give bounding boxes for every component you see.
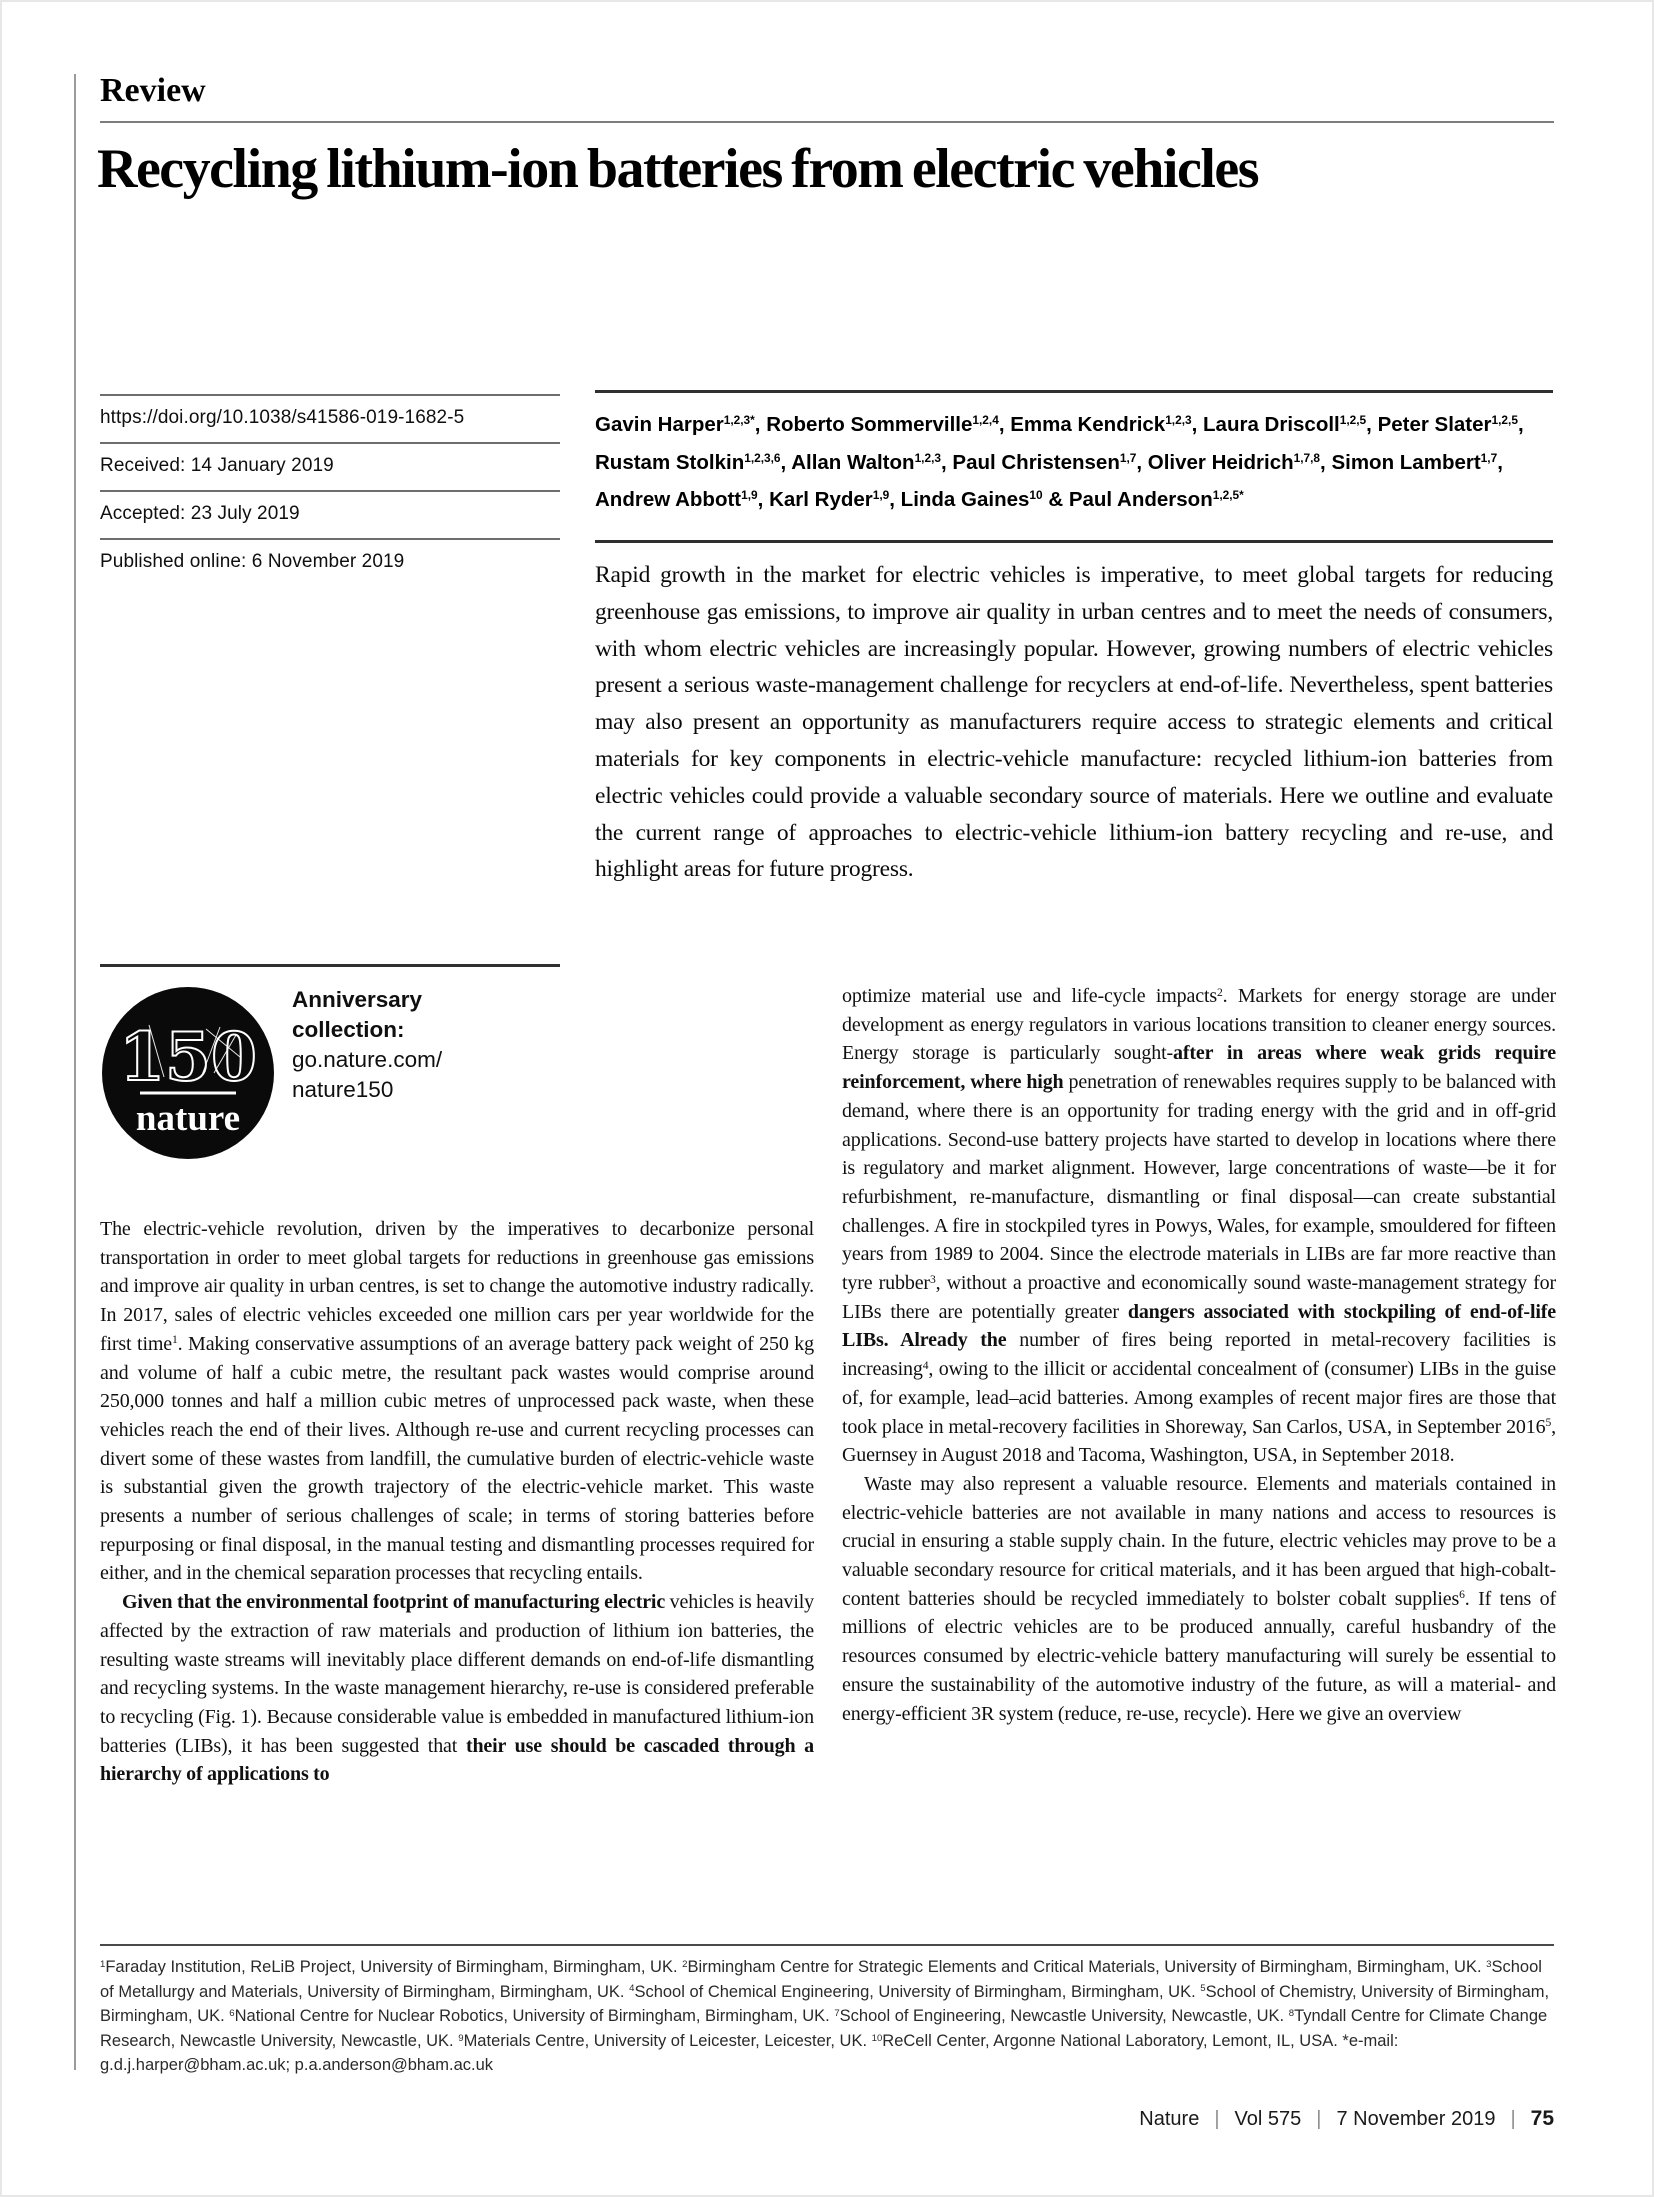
footer-journal: Nature: [1139, 2108, 1200, 2130]
received-date: Received: 14 January 2019: [100, 442, 560, 490]
footer-page-number: 75: [1530, 2107, 1554, 2130]
footer-date: 7 November 2019: [1336, 2108, 1496, 2130]
logo-nature-wordmark: nature: [135, 1098, 241, 1139]
body-column-left: [100, 1215, 814, 1789]
anniversary-url-line2[interactable]: nature150: [292, 1077, 394, 1102]
kicker-rule: [100, 121, 1554, 123]
footer-divider: |: [1214, 2108, 1220, 2130]
page-footer: [1139, 2107, 1554, 2131]
body-paragraph: Given that the environmental footprint of manufacturing electric vehicles is heavily affected by the extraction of raw materials and production of lithium ion batteries, the resulting waste streams will inevitably place different demands on end-of-life dismantling and recycling systems. In the waste management hierarchy, re-use is considered preferable to recycling (Fig. 1). Because considerable value is embedded in manufactured lithium-ion batteries (LIBs), it has been suggested that their use should be cascaded through a hierarchy of applications to: [100, 1591, 814, 1786]
anniversary-url[interactable]: [292, 1045, 532, 1105]
anniversary-url-line1[interactable]: go.nature.com/: [292, 1047, 443, 1072]
anniversary-heading: Anniversary collection:: [292, 987, 423, 1042]
published-date: Published online: 6 November 2019: [100, 538, 560, 586]
accepted-date: Accepted: 23 July 2019: [100, 490, 560, 538]
body-paragraph: Waste may also represent a valuable resource. Elements and materials contained in electric-vehicle batteries are not available in many nations and access to resources is crucial in ensuring a stable supply chain. In the future, electric vehicles may prove to be a valuable secondary resource for critical materials, and it has been argued that high-cobalt-content batteries should be recycled immediately to bolster cobalt supplies$^6$. If tens of millions of electric vehicles are to be produced annually, careful husbandry of the resources consumed by electric-vehicle battery manufacturing will surely be essential to ensure the sustainability of the automotive industry of the future, as will a material- and energy-efficient 3R system (reduce, re-use, recycle). Here we give an overview: [842, 1472, 1556, 1725]
anniversary-section-rule: [100, 964, 560, 967]
footer-divider: |: [1510, 2108, 1516, 2130]
footer-volume: Vol 575: [1234, 2108, 1302, 2130]
nature150-logo: [102, 987, 274, 1159]
doi-link[interactable]: https://doi.org/10.1038/s41586-019-1682-5: [100, 394, 560, 442]
footer-divider: |: [1316, 2108, 1322, 2130]
article-type-kicker: Review: [100, 72, 206, 109]
left-margin-rule: [74, 74, 76, 2070]
nature150-logo-art: [102, 987, 274, 1159]
body-paragraph: optimize material use and life-cycle impacts$^2$. Markets for energy storage are under development as energy regulators in various locations transition to cleaner energy sources. Energy storage is particularly sought-after in areas where weak grids require reinforcement, where high penetration of renewables requires supply to be balanced with demand, where there is an opportunity for trading energy with the grid and in off-grid applications. Second-use battery projects have started to develop in locations where there is regulatory and market alignment. However, large concentrations of waste—be it for refurbishment, re-manufacture, dismantling or final disposal—can create substantial challenges. A fire in stockpiled tyres in Powys, Wales, for example, smouldered for fifteen years from 1989 to 2004. Since the electrode materials in LIBs are far more reactive than tyre rubber$^3$, without a proactive and economically sound waste-management strategy for LIBs there are potentially greater dangers associated with stockpiling of end-of-life LIBs. Already the number of fires being reported in metal-recovery facilities is increasing$^4$, owing to the illicit or accidental concealment of (consumer) LIBs in the guise of, for example, lead–acid batteries. Among examples of recent major fires are those that took place in metal-recovery facilities in Shoreway, San Carlos, USA, in September 2016$^5$, Guernsey in August 2018 and Tacoma, Washington, USA, in September 2018.: [842, 985, 1557, 1467]
article-meta-block: [100, 394, 560, 586]
body-column-right: [842, 982, 1556, 1728]
anniversary-collection: [292, 985, 532, 1105]
logo-number-150: 150: [119, 1018, 257, 1096]
affiliations-footnotes: $^1$Faraday Institution, ReLiB Project, University of Birmingham, Birmingham, UK. $^2$Birmingham Centre for Strategic Elements and Critical Materials, University of Birmingham, Birmingham, UK. $^3$School of Metallurgy and Materials, University of Birmingham, Birmingham, UK. $^4$School of Chemical Engineering, University of Birmingham, Birmingham, UK. $^5$School of Chemistry, University of Birmingham, Birmingham, UK. $^6$National Centre for Nuclear Robotics, University of Birmingham, Birmingham, UK. $^7$School of Engineering, Newcastle University, Newcastle, UK. $^8$Tyndall Centre for Climate Change Research, Newcastle University, Newcastle, UK. $^9$Materials Centre, University of Leicester, Leicester, UK. $^{10}$ReCell Center, Argonne National Laboratory, Lemont, IL, USA. *e-mail: g.d.j.harper@bham.ac.uk; p.a.anderson@bham.ac.uk: [100, 1944, 1554, 2078]
body-paragraph: The electric-vehicle revolution, driven by the imperatives to decarbonize personal transportation in order to meet global targets for reductions in greenhouse gas emissions and improve air quality in urban centres, is set to change the automotive industry radically. In 2017, sales of electric vehicles exceeded one million cars per year worldwide for the first time$^1$. Making conservative assumptions of an average battery pack weight of 250 kg and volume of half a cubic metre, the resultant pack wastes would comprise around 250,000 tonnes and half a million cubic metres of unprocessed pack waste, when these vehicles reach the end of their lives. Although re-use and current recycling processes can divert some of these wastes from landfill, the cumulative burden of electric-vehicle waste is substantial given the growth trajectory of the electric-vehicle market. This waste presents a number of serious challenges of scale; in terms of storing batteries before repurposing or final disposal, in the manual testing and dismantling processes required for either, and in the chemical separation processes that recycling entails.: [100, 1218, 814, 1585]
page-title: Recycling lithium-ion batteries from electric vehicles: [97, 138, 1259, 200]
author-list: Gavin Harper$^{1,2,3*}$, Roberto Sommerville$^{1,2,4}$, Emma Kendrick$^{1,2,3}$, Laura Driscoll$^{1,2,5}$, Peter Slater$^{1,2,5}$, Rustam Stolkin$^{1,2,3,6}$, Allan Walton$^{1,2,3}$, Paul Christensen$^{1,7}$, Oliver Heidrich$^{1,7,8}$, Simon Lambert$^{1,7}$, Andrew Abbott$^{1,9}$, Karl Ryder$^{1,9}$, Linda Gaines$^{10}$ & Paul Anderson$^{1,2,5*}$: [595, 390, 1553, 519]
abstract: Rapid growth in the market for electric vehicles is imperative, to meet global targets for reducing greenhouse gas emissions, to improve air quality in urban centres and to meet the needs of consumers, with whom electric vehicles are increasingly popular. However, growing numbers of electric vehicles present a serious waste-management challenge for recyclers at end-of-life. Nevertheless, spent batteries may also present an opportunity as manufacturers require access to strategic elements and critical materials for key components in electric-vehicle manufacture: recycled lithium-ion batteries from electric vehicles could provide a valuable secondary source of materials. Here we outline and evaluate the current range of approaches to electric-vehicle lithium-ion battery recycling and re-use, and highlight areas for future progress.: [595, 540, 1553, 888]
